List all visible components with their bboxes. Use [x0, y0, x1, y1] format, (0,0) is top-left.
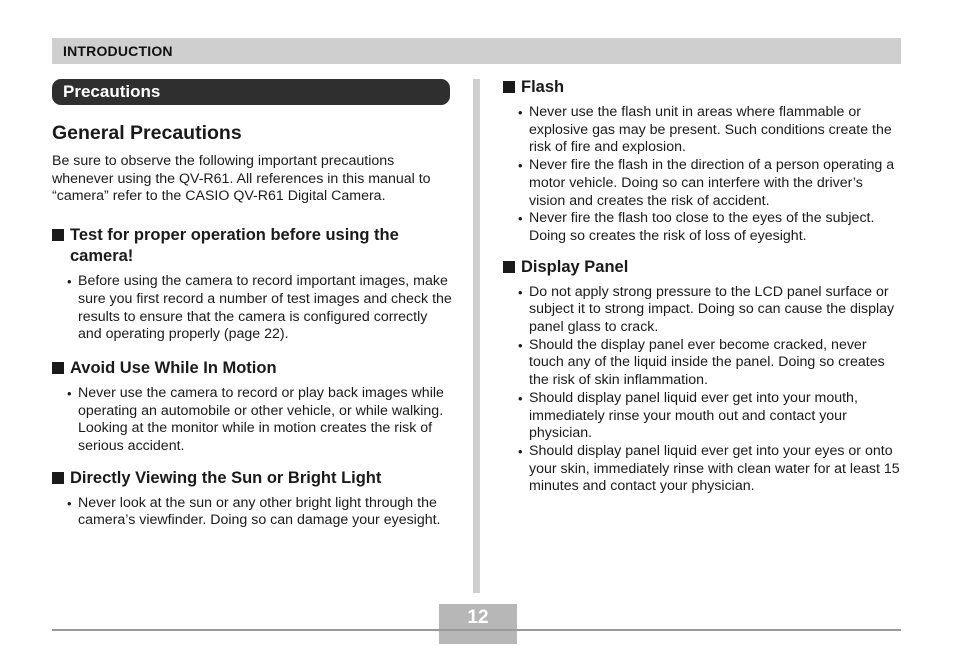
section-heading-text: Avoid Use While In Motion [70, 358, 277, 377]
page-number: 12 [467, 607, 489, 628]
bullet-dot-icon: • [67, 274, 72, 290]
square-bullet-icon [52, 229, 64, 241]
section-display-panel [503, 257, 903, 496]
bullet-list [503, 284, 903, 496]
list-item-text: Never use the camera to record or play back images while operating an automobile or other vehicle, or while walking. Looking at the monitor while in motion creates the risk of serious accident. [78, 384, 444, 455]
bullet-dot-icon: • [518, 158, 523, 174]
section-heading-text: Flash [521, 78, 565, 96]
list-item [52, 273, 452, 344]
page-number-box [439, 604, 517, 629]
intro-paragraph: Be sure to observe the following important precautions whenever using the QV-R61. All references in this manual to “camera” refer to the CASIO QV-R61 Digital Camera. [52, 153, 431, 205]
section-heading-text: Directly Viewing the Sun or Bright Light [70, 468, 382, 487]
bullet-list [52, 385, 452, 456]
page-title: General Precautions [52, 122, 242, 144]
list-item [503, 337, 903, 390]
square-bullet-icon [52, 362, 64, 374]
list-item-text: Should display panel liquid ever get into your eyes or onto your skin, immediately rinse with clean water for at least 15 minutes and contact your physician. [529, 442, 900, 495]
list-item [503, 390, 903, 443]
list-item [52, 385, 452, 456]
section-header-bar [52, 38, 901, 64]
column-divider [473, 79, 480, 593]
bullet-dot-icon: • [67, 385, 72, 401]
section-heading-text: Test for proper operation before using the camera! [70, 226, 399, 266]
bullet-dot-icon: • [518, 337, 523, 353]
right-column [503, 77, 903, 496]
square-bullet-icon [52, 472, 64, 484]
bullet-dot-icon: • [518, 211, 523, 227]
bullet-list [52, 495, 452, 530]
list-item-text: Do not apply strong pressure to the LCD panel surface or subject it to strong impact. Doing so can cause the display panel glass to crack. [529, 283, 895, 336]
list-item-text: Never fire the flash too close to the eyes of the subject. Doing so creates the risk of loss of eyesight. [529, 210, 875, 244]
section-heading [503, 257, 903, 278]
list-item [503, 104, 903, 157]
section-heading [52, 468, 452, 489]
bullet-list [503, 104, 903, 246]
section-test-operation [52, 225, 452, 344]
list-item-text: Never look at the sun or any other bright light through the camera’s viewfinder. Doing so can damage your eyesight. [78, 494, 441, 529]
section-heading [52, 358, 452, 379]
list-item [503, 210, 903, 245]
list-item [503, 157, 903, 210]
section-heading-text: Display Panel [521, 257, 629, 276]
left-column [52, 79, 452, 530]
list-item-text: Should the display panel ever become cracked, never touch any of the liquid inside the panel. Doing so creates the risk of skin inflammation. [529, 336, 885, 389]
square-bullet-icon [503, 81, 515, 93]
section-label: INTRODUCTION [63, 43, 173, 59]
bullet-dot-icon: • [518, 284, 523, 300]
list-item-text: Never use the flash unit in areas where flammable or explosive gas may be present. Such conditions create the risk of fire and explosion. [529, 104, 892, 156]
list-item-text: Never fire the flash in the direction of a person operating a motor vehicle. Doing so can interfere with the driver’s vision and creates the risk of accident. [529, 157, 895, 209]
section-heading [52, 225, 452, 267]
precautions-banner: Precautions [52, 79, 450, 105]
section-flash [503, 77, 903, 246]
section-viewing-sun [52, 468, 452, 530]
list-item [503, 284, 903, 337]
bullet-list [52, 273, 452, 344]
section-heading [503, 77, 903, 98]
square-bullet-icon [503, 261, 515, 273]
bullet-dot-icon: • [518, 443, 523, 459]
list-item [52, 495, 452, 530]
list-item-text: Should display panel liquid ever get into your mouth, immediately rinse your mouth out and contact your physician. [529, 389, 858, 442]
list-item [503, 443, 903, 496]
list-item-text: Before using the camera to record important images, make sure you first record a number of test images and check the results to ensure that the camera is configured correctly and operating properly (page 22). [78, 273, 452, 343]
section-avoid-motion [52, 358, 452, 456]
bullet-dot-icon: • [518, 390, 523, 406]
bullet-dot-icon: • [518, 105, 523, 120]
bullet-dot-icon: • [67, 495, 72, 511]
page-number-box-lower [439, 631, 517, 644]
